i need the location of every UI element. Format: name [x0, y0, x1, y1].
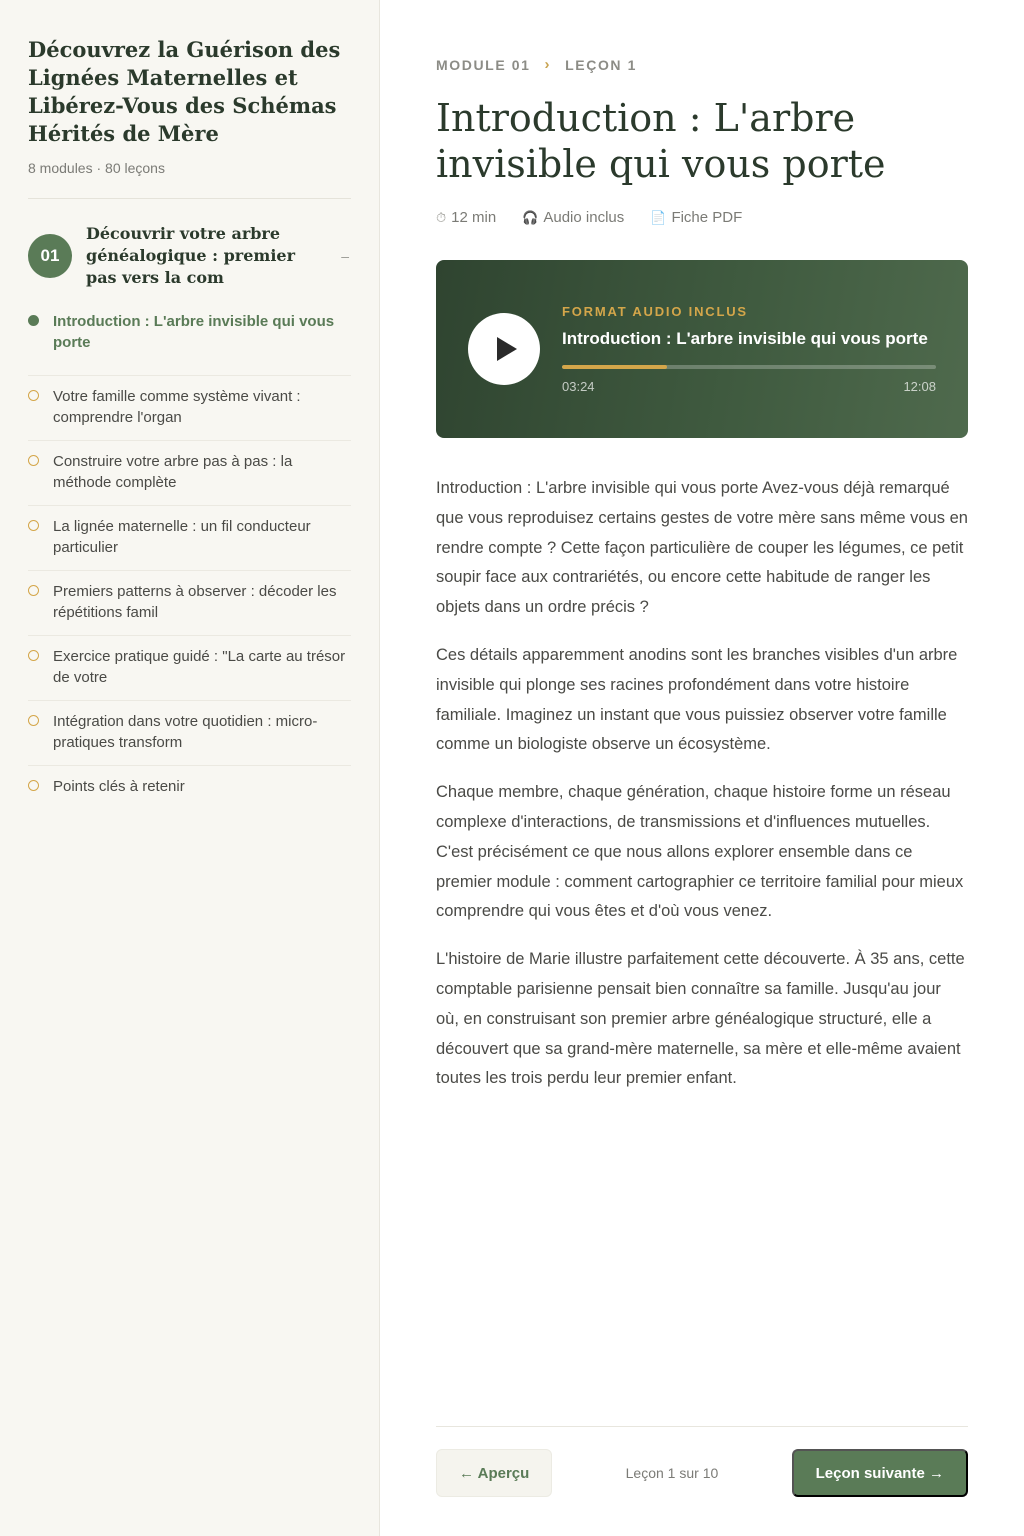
lesson-item[interactable]	[28, 766, 351, 831]
lesson-content	[380, 0, 1024, 1536]
lesson-paragraph: Ces détails apparemment anodins sont les branches visibles d'un arbre invisible qui plonge ses racines profondément dans votre histoire familiale. Imaginez un instant que vous puissiez observer votre famille comme un biologiste observe un écosystème.	[436, 645, 958, 754]
course-title: Découvrez la Guérison des Lignées Maternelles et Libérez-Vous des Schémas Hérités de Mère	[28, 37, 341, 146]
course-meta: 8 modules · 80 leçons	[28, 160, 165, 176]
lesson-label: La lignée maternelle : un fil conducteur particulier	[53, 518, 311, 556]
audio-player	[436, 260, 968, 438]
audio-kicker: FORMAT AUDIO INCLUS	[562, 304, 748, 319]
minus-icon[interactable]: –	[341, 248, 349, 264]
lesson-pager: Leçon 1 sur 10	[625, 1465, 719, 1481]
lesson-item[interactable]	[28, 441, 351, 506]
lesson-status-dot-icon	[28, 780, 39, 791]
play-button[interactable]	[468, 313, 540, 385]
audio-time-row	[562, 379, 936, 394]
audio-title: Introduction : L'arbre invisible qui vous porte	[562, 329, 928, 348]
document-icon: 📄	[650, 209, 667, 225]
lesson-status-dot-icon	[28, 390, 39, 401]
duration-label: 12 min	[451, 209, 497, 226]
audio-meta	[522, 209, 624, 226]
next-lesson-button[interactable]: Leçon suivante →	[792, 1449, 968, 1497]
sidebar	[0, 0, 380, 1536]
audio-progress-bar[interactable]	[562, 365, 936, 369]
sidebar-divider	[28, 198, 351, 199]
headphones-icon: 🎧	[522, 209, 539, 225]
chevron-right-icon: ›	[544, 56, 552, 73]
lesson-status-dot-icon	[28, 520, 39, 531]
lesson-item[interactable]	[28, 636, 351, 701]
lesson-paragraph: L'histoire de Marie illustre parfaitement cette découverte. À 35 ans, cette comptable parisienne pensait bien connaître sa famille. Jusqu'au jour où, en construisant son premier arbre généalogique structuré, elle a découvert que sa grand-mère maternelle, sa mère et elle-même avaient toutes les trois perdu leur premier enfant.	[436, 950, 965, 1088]
lesson-status-dot-icon	[28, 715, 39, 726]
lesson-status-dot-icon	[28, 315, 39, 326]
module-title: Découvrir votre arbre généalogique : premier pas vers la com	[86, 224, 296, 287]
breadcrumb-lesson: LEÇON 1	[565, 56, 638, 73]
page-title: Introduction : L'arbre invisible qui vous porte	[436, 96, 886, 186]
lesson-item[interactable]	[28, 506, 351, 571]
audio-info	[562, 304, 936, 394]
lesson-label: Premiers patterns à observer : décoder les répétitions famil	[53, 583, 337, 621]
lesson-label: Points clés à retenir	[53, 778, 185, 795]
preview-button[interactable]: ← Aperçu	[436, 1449, 552, 1497]
timer-icon: ⏱	[436, 209, 447, 225]
lesson-label: Intégration dans votre quotidien : micro-pratiques transform	[53, 713, 318, 751]
lesson-paragraph: Chaque membre, chaque génération, chaque histoire forme un réseau complexe d'interactions, de transmissions et d'influences mutuelles. C'est précisément ce que nous allons explorer ensemble dans ce premier module : comment cartographier ce territoire familial pour mieux comprendre qui vous êtes et d'où vous venez.	[436, 783, 964, 921]
breadcrumb	[436, 56, 968, 73]
lesson-label: Votre famille comme système vivant : comprendre l'organ	[53, 388, 301, 426]
module-header[interactable]	[28, 223, 351, 289]
play-icon	[497, 337, 517, 361]
lesson-label: Construire votre arbre pas à pas : la méthode complète	[53, 453, 293, 491]
lesson-meta	[436, 209, 968, 226]
duration-meta	[436, 209, 496, 226]
lesson-paragraph: Introduction : L'arbre invisible qui vous porte Avez-vous déjà remarqué que vous reproduisez certains gestes de votre mère sans même vous en rendre compte ? Cette façon particulière de couper les légumes, ce petit soupir face aux contrariétés, ou encore cette habitude de ranger les objets dans un ordre précis ?	[436, 479, 968, 617]
audio-total-time: 12:08	[903, 379, 936, 394]
lesson-item[interactable]	[28, 311, 351, 376]
lesson-item[interactable]	[28, 376, 351, 441]
audio-progress-fill	[562, 365, 667, 369]
lesson-label: Introduction : L'arbre invisible qui vous porte	[53, 313, 335, 351]
lesson-label: Exercice pratique guidé : "La carte au trésor de votre	[53, 648, 346, 686]
lesson-item[interactable]	[28, 571, 351, 636]
lesson-list	[28, 311, 351, 831]
lesson-status-dot-icon	[28, 455, 39, 466]
pdf-meta[interactable]	[650, 209, 742, 226]
lesson-body	[436, 474, 968, 1094]
breadcrumb-module[interactable]: MODULE 01	[436, 56, 531, 73]
lesson-footer	[436, 1426, 968, 1497]
lesson-status-dot-icon	[28, 585, 39, 596]
audio-current-time: 03:24	[562, 379, 595, 394]
audio-label: Audio inclus	[543, 209, 625, 226]
module-number-badge: 01	[28, 234, 72, 278]
pdf-label: Fiche PDF	[671, 209, 743, 226]
lesson-item[interactable]	[28, 701, 351, 766]
lesson-status-dot-icon	[28, 650, 39, 661]
